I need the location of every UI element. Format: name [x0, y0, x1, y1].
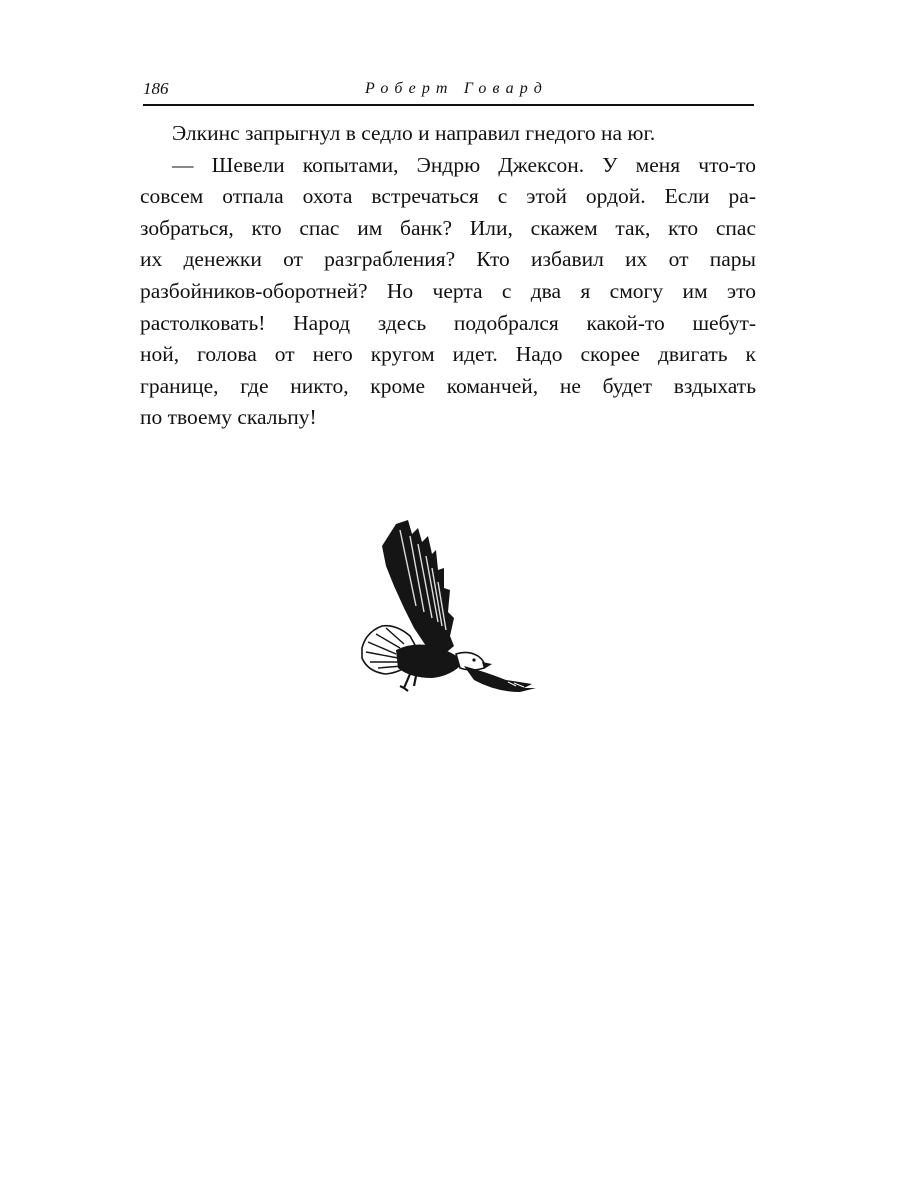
text-line: Элкинс запрыгнул в седло и направил гнедого на юг. [172, 121, 656, 145]
text-line: зобраться, кто спас им банк? Или, скажем так, кто спас [140, 215, 756, 240]
header-rule [143, 104, 754, 106]
text-line: по твоему скальпу! [140, 405, 317, 430]
text-line: совсем отпала охота встречаться с этой ордой. Если ра- [140, 184, 756, 209]
text-line: разбойников-оборотней? Но черта с два я смогу им это [140, 278, 756, 303]
text-line: — Шевели копытами, Эндрю Джексон. У меня что-то [172, 152, 756, 177]
text-line: границе, где никто, кроме команчей, не будет вздыхать [140, 373, 756, 398]
running-head [143, 76, 754, 102]
eagle-icon [356, 516, 541, 696]
text-line: растолковать! Народ здесь подобрался какой-то шебут- [140, 310, 756, 335]
page-number: 186 [143, 79, 169, 98]
body-text [140, 118, 756, 434]
text-line: ной, голова от него кругом идет. Надо скорее двигать к [140, 342, 756, 367]
text-line: их денежки от разграбления? Кто избавил их от пары [140, 247, 756, 272]
running-title: Роберт Говард [365, 80, 549, 97]
